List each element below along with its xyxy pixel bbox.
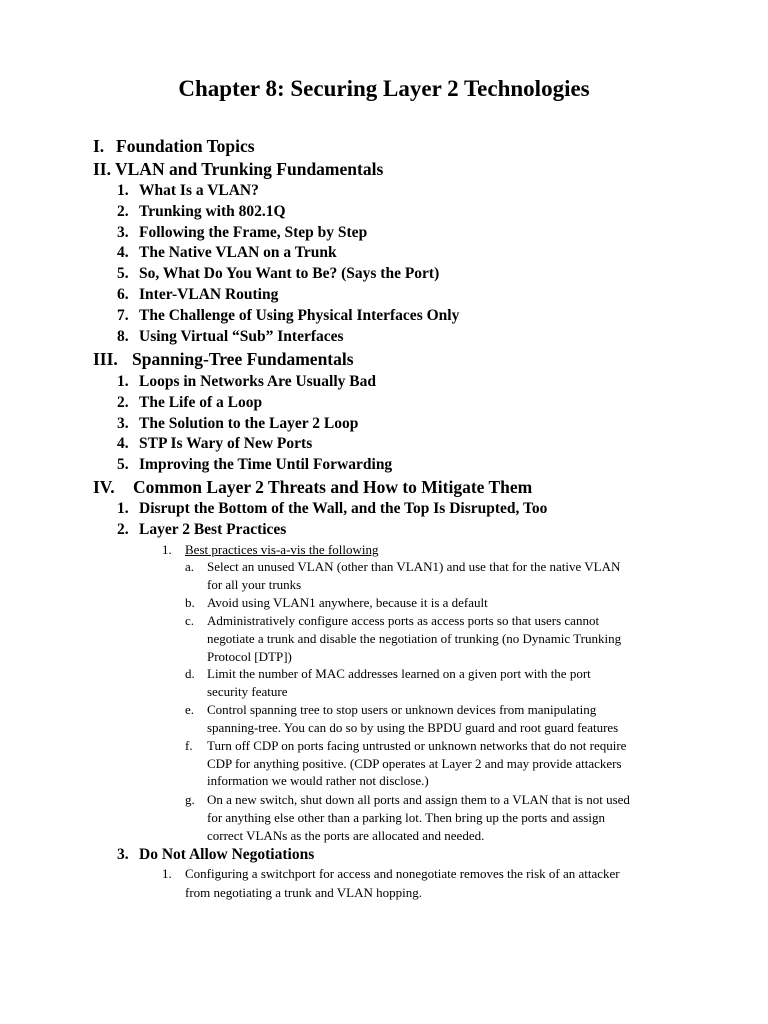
item-text: Inter-VLAN Routing [139, 286, 279, 303]
item-text: Best practices vis-a-vis the following [185, 542, 379, 557]
list-item [117, 393, 263, 413]
section-heading [93, 348, 354, 370]
item-text: Improving the Time Until Forwarding [139, 456, 393, 473]
item-text: spanning-tree. You can do so by using the BPDU guard and root guard features [207, 720, 619, 735]
item-number: 4. [117, 435, 129, 452]
list-item [117, 372, 376, 392]
item-number: 8. [117, 328, 129, 345]
item-text: Configuring a switchport for access and nonegotiate removes the risk of an attacker [185, 866, 620, 881]
item-number: 4. [117, 244, 129, 261]
list-item [117, 223, 368, 243]
list-item [117, 264, 440, 284]
list-item [117, 181, 259, 201]
sub-list-item [162, 541, 379, 558]
section-title: Spanning-Tree Fundamentals [132, 349, 354, 369]
list-item [117, 243, 337, 263]
item-number: 3. [117, 224, 129, 241]
item-text: What Is a VLAN? [139, 182, 259, 199]
item-number: 3. [117, 846, 129, 863]
item-text: Limit the number of MAC addresses learned on a given port with the port [207, 666, 591, 681]
section-heading [93, 158, 384, 180]
item-number: 2. [117, 521, 129, 538]
item-text: The Solution to the Layer 2 Loop [139, 415, 359, 432]
item-text: The Life of a Loop [139, 394, 263, 411]
list-item [117, 845, 315, 865]
item-number: 2. [117, 394, 129, 411]
item-text: Do Not Allow Negotiations [139, 846, 315, 863]
section-title: Foundation Topics [116, 136, 255, 156]
item-text: Loops in Networks Are Usually Bad [139, 373, 376, 390]
item-number: 5. [117, 456, 129, 473]
letter-number: b. [185, 595, 195, 610]
item-text: CDP for anything positive. (CDP operates at Layer 2 and may provide attackers [207, 756, 622, 771]
item-text: for anything else other than a parking lot. Then bring up the ports and assign [207, 810, 605, 825]
list-item [117, 499, 548, 519]
item-number: 1. [117, 182, 129, 199]
item-text: So, What Do You Want to Be? (Says the Port) [139, 265, 440, 282]
section-number: IV. [93, 477, 115, 497]
list-item [117, 285, 279, 305]
item-text: for all your trunks [207, 577, 302, 592]
list-item [117, 202, 286, 222]
item-text: Control spanning tree to stop users or unknown devices from manipulating [207, 702, 597, 717]
item-text: Trunking with 802.1Q [139, 203, 286, 220]
item-text: correct VLANs as the ports are allocated and needed. [207, 828, 485, 843]
item-text: from negotiating a trunk and VLAN hopping. [185, 885, 422, 900]
section-heading [93, 135, 255, 157]
letter-number: d. [185, 666, 195, 681]
item-number: 1. [162, 542, 172, 557]
item-text: Select an unused VLAN (other than VLAN1) and use that for the native VLAN [207, 559, 621, 574]
section-number: II. [93, 159, 111, 179]
section-number: I. [93, 136, 105, 156]
item-text: Layer 2 Best Practices [139, 521, 287, 538]
section-heading [93, 476, 533, 498]
section-number: III. [93, 349, 118, 369]
item-text: The Native VLAN on a Trunk [139, 244, 337, 261]
item-number: 5. [117, 265, 129, 282]
letter-number: e. [185, 702, 195, 717]
item-text: Following the Frame, Step by Step [139, 224, 368, 241]
list-item [117, 414, 359, 434]
item-text: The Challenge of Using Physical Interfaces Only [139, 307, 460, 324]
item-text: Protocol [DTP]) [207, 649, 292, 664]
item-text: security feature [207, 684, 288, 699]
item-number: 2. [117, 203, 129, 220]
list-item [117, 520, 287, 540]
list-item [117, 306, 460, 326]
item-text: information we would rather not disclose.) [207, 773, 429, 788]
item-text: Turn off CDP on ports facing untrusted or unknown networks that do not require [207, 738, 627, 753]
sub-list-number: 1. [162, 866, 172, 881]
section-title: Common Layer 2 Threats and How to Mitigate Them [133, 477, 533, 497]
item-number: 3. [117, 415, 129, 432]
list-item [117, 327, 344, 347]
item-number: 7. [117, 307, 129, 324]
section-title: VLAN and Trunking Fundamentals [115, 159, 384, 179]
list-item [117, 434, 313, 454]
item-text: On a new switch, shut down all ports and assign them to a VLAN that is not used [207, 792, 630, 807]
letter-number: g. [185, 792, 195, 807]
list-item [117, 455, 393, 475]
letter-number: c. [185, 613, 195, 628]
item-number: 6. [117, 286, 129, 303]
item-text: STP Is Wary of New Ports [139, 435, 313, 452]
item-text: Using Virtual “Sub” Interfaces [139, 328, 344, 345]
item-number: 1. [117, 373, 129, 390]
letter-number: a. [185, 559, 195, 574]
item-text: Disrupt the Bottom of the Wall, and the Top Is Disrupted, Too [139, 500, 548, 517]
item-number: 1. [117, 500, 129, 517]
item-text: Administratively configure access ports as access ports so that users cannot [207, 613, 600, 628]
letter-number: f. [185, 738, 193, 753]
page-title: Chapter 8: Securing Layer 2 Technologies [178, 76, 590, 101]
item-text: negotiate a trunk and disable the negotiation of trunking (no Dynamic Trunking [207, 631, 622, 646]
item-text: Avoid using VLAN1 anywhere, because it is a default [207, 595, 488, 610]
